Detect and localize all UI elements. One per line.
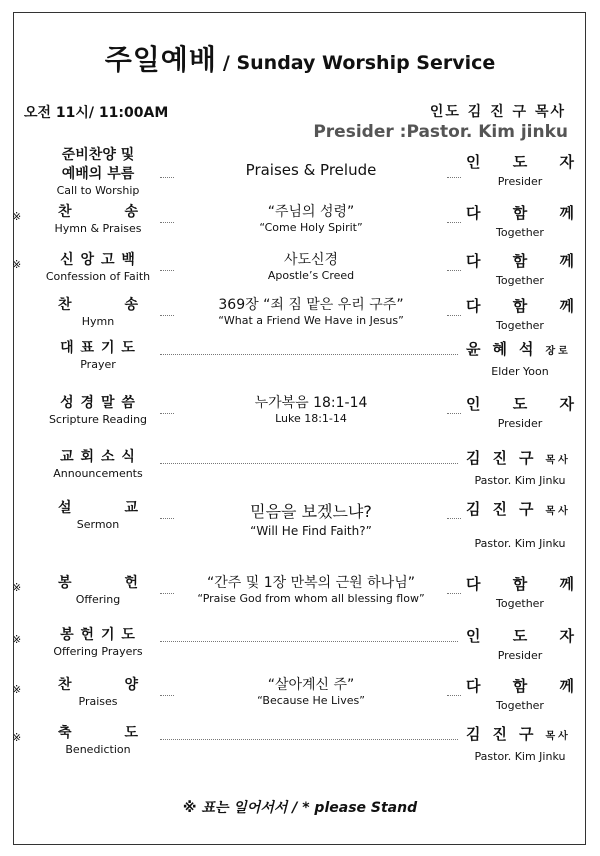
item-title-korean: 누가복음 18:1-14 <box>254 395 368 411</box>
item-name-char: 찬 <box>58 204 72 220</box>
item-leader-korean <box>464 203 576 223</box>
item-leader-char: 다 <box>466 204 481 222</box>
item-leader-char: 진 <box>492 500 507 518</box>
item-leader-char: 김 <box>466 449 481 467</box>
item-leader-english: Presider <box>497 175 543 188</box>
item-leader-korean <box>464 296 576 316</box>
item-name-char: 소 <box>100 449 116 465</box>
item-leader-english: Pastor. Kim Jinku <box>474 474 566 487</box>
item-leader-char: 께 <box>559 204 574 222</box>
item-name-korean <box>44 339 152 358</box>
item-name-char: 씀 <box>121 395 136 411</box>
item-name-char: 회 <box>80 449 96 465</box>
item-leader-char: 윤 <box>466 340 481 358</box>
item-name-korean <box>44 574 152 593</box>
dotted-leader <box>160 354 458 355</box>
item-leader-char: 구 <box>519 725 534 743</box>
item-name-char: 헌 <box>124 575 138 591</box>
item-leader-char: 인 <box>466 395 481 413</box>
item-name-korean <box>44 203 152 222</box>
item-name-english: Call to Worship <box>56 184 140 197</box>
item-name-char: 송 <box>124 204 138 220</box>
item-name-korean <box>44 676 152 695</box>
item-name <box>44 339 152 372</box>
item-leader-korean <box>464 152 576 172</box>
item-name-char: 고 <box>100 252 116 268</box>
item-leader-english: Together <box>496 597 544 610</box>
service-time: 오전 11시/ 11:00AM <box>24 105 169 121</box>
item-title <box>170 296 452 328</box>
item-leader-title: 목사 <box>545 731 571 742</box>
item-leader-char: 다 <box>466 252 481 270</box>
title-english: / Sunday Worship Service <box>222 52 496 74</box>
item-name <box>44 251 152 284</box>
item-leader-english: Together <box>496 699 544 712</box>
item-name-char: 도 <box>121 627 136 643</box>
item-title <box>170 394 452 426</box>
item-leader <box>464 339 576 379</box>
item-leader-char: 구 <box>519 449 534 467</box>
item-leader <box>464 296 576 333</box>
page-title <box>0 38 600 78</box>
item-name-english: Hymn & Praises <box>54 222 142 235</box>
item-leader-korean <box>464 626 576 646</box>
item-name <box>44 146 152 198</box>
item-leader-char: 석 <box>519 340 534 358</box>
item-leader-char: 께 <box>559 677 574 695</box>
item-title <box>170 574 452 606</box>
item-title-korean: “주님의 성령” <box>267 204 355 220</box>
item-name <box>44 203 152 236</box>
item-leader-char: 김 <box>466 500 481 518</box>
item-name-english: Prayer <box>80 358 116 371</box>
item-leader-char: 도 <box>512 627 528 645</box>
item-leader-char: 진 <box>492 725 507 743</box>
item-title-english: Apostle’s Creed <box>267 269 355 282</box>
item-name-korean: 준비찬양 및 예배의 부름 <box>61 147 135 182</box>
item-name-char: 백 <box>121 252 136 268</box>
item-name-korean <box>44 394 152 413</box>
item-leader-char: 자 <box>559 395 574 413</box>
item-leader-korean <box>464 574 576 594</box>
item-title <box>170 499 452 538</box>
item-name-english: Offering <box>75 593 121 606</box>
item-name <box>44 626 152 659</box>
item-name-char: 식 <box>121 449 136 465</box>
item-name-char: 교 <box>124 500 138 516</box>
item-title <box>170 146 452 179</box>
item-leader-char: 함 <box>512 575 528 593</box>
item-leader-char: 자 <box>559 153 574 171</box>
item-leader-korean <box>464 448 576 471</box>
item-title-english: “Praise God from whom all blessing flow” <box>197 592 425 605</box>
presider-korean: 인도 김 진 구 목사 <box>429 104 566 120</box>
item-name-char: 도 <box>124 725 138 741</box>
item-name <box>44 574 152 607</box>
item-leader-english: Pastor. Kim Jinku <box>474 537 566 550</box>
item-leader-korean <box>464 251 576 271</box>
item-name-char: 봉 <box>60 627 75 643</box>
item-leader-english: Presider <box>497 649 543 662</box>
item-leader-english: Together <box>496 226 544 239</box>
item-leader-char: 다 <box>466 297 481 315</box>
item-leader-char: 인 <box>466 153 481 171</box>
item-name-char: 앙 <box>80 252 96 268</box>
item-name-korean <box>44 499 152 518</box>
item-leader-char: 진 <box>492 449 507 467</box>
item-name-korean <box>44 251 152 270</box>
item-title-korean: 믿음을 보겠느냐? <box>250 502 372 521</box>
item-name-char: 교 <box>60 449 75 465</box>
item-name-char: 찬 <box>58 677 72 693</box>
item-leader-char: 인 <box>466 627 481 645</box>
item-leader-char: 김 <box>466 725 481 743</box>
item-name-char: 봉 <box>58 575 72 591</box>
item-leader-char: 함 <box>512 204 528 222</box>
item-name-char: 설 <box>58 500 72 516</box>
item-name-korean <box>44 724 152 743</box>
item-leader-char: 께 <box>559 252 574 270</box>
stand-marker: ※ <box>12 731 22 744</box>
item-name-korean <box>44 448 152 467</box>
item-name-char: 대 <box>60 340 75 356</box>
item-title-korean: “살아계신 주” <box>267 677 355 693</box>
item-title-english: “What a Friend We Have in Jesus” <box>218 314 404 327</box>
item-name-char: 기 <box>100 627 116 643</box>
item-title-english: “Come Holy Spirit” <box>259 221 363 234</box>
item-name-char: 찬 <box>58 297 72 313</box>
item-name-char: 성 <box>60 395 75 411</box>
item-title-korean: Praises & Prelude <box>245 161 377 179</box>
item-leader-korean <box>464 724 576 747</box>
item-title-english: “Because He Lives” <box>257 694 365 707</box>
item-name <box>44 499 152 532</box>
item-name <box>44 724 152 757</box>
item-leader <box>464 626 576 663</box>
stand-marker: ※ <box>12 683 22 696</box>
stand-marker: ※ <box>12 258 22 271</box>
item-name <box>44 394 152 427</box>
item-name-english: Announcements <box>53 467 143 480</box>
item-name <box>44 676 152 709</box>
item-leader-char: 함 <box>512 252 528 270</box>
dotted-leader <box>160 739 458 740</box>
dotted-leader <box>160 463 458 464</box>
stand-marker: ※ <box>12 633 22 646</box>
item-name-english: Offering Prayers <box>53 645 143 658</box>
item-name <box>44 296 152 329</box>
item-leader-english: Pastor. Kim Jinku <box>474 750 566 763</box>
item-title-english: Luke 18:1-14 <box>275 412 347 425</box>
item-leader-title: 목사 <box>545 506 571 517</box>
item-leader-char: 다 <box>466 575 481 593</box>
item-leader-korean <box>464 499 576 522</box>
item-name-char: 도 <box>121 340 136 356</box>
item-leader <box>464 499 576 551</box>
item-leader <box>464 394 576 431</box>
item-leader-korean <box>464 394 576 414</box>
item-name-english: Praises <box>78 695 118 708</box>
item-leader <box>464 251 576 288</box>
item-leader-char: 혜 <box>492 340 507 358</box>
item-name-char: 표 <box>80 340 96 356</box>
item-name-char: 말 <box>100 395 116 411</box>
item-title <box>170 203 452 235</box>
item-title-english: “Will He Find Faith?” <box>250 524 372 538</box>
item-leader <box>464 574 576 611</box>
item-name-char: 양 <box>124 677 138 693</box>
item-title-korean: “간주 및 1장 만복의 근원 하나님” <box>207 575 415 591</box>
item-title-korean: 사도신경 <box>283 252 339 268</box>
item-name-char: 신 <box>60 252 75 268</box>
item-leader-char: 께 <box>559 575 574 593</box>
item-name-english: Benediction <box>65 743 131 756</box>
item-name-korean <box>44 626 152 645</box>
stand-marker: ※ <box>12 581 22 594</box>
item-leader-char: 자 <box>559 627 574 645</box>
stand-marker: ※ <box>12 210 22 223</box>
standing-note: ※ 표는 일어서서 / * please Stand <box>182 800 418 816</box>
item-leader-char: 구 <box>519 500 534 518</box>
item-leader-char: 도 <box>512 395 528 413</box>
item-leader-english: Presider <box>497 417 543 430</box>
item-name-korean <box>44 296 152 315</box>
item-leader-english: Together <box>496 319 544 332</box>
dotted-leader <box>160 641 458 642</box>
item-leader-english: Together <box>496 274 544 287</box>
item-name-english: Sermon <box>76 518 120 531</box>
item-name-char: 송 <box>124 297 138 313</box>
item-title <box>170 251 452 283</box>
item-leader-title: 장로 <box>545 346 571 357</box>
item-name-english: Confession of Faith <box>45 270 151 283</box>
item-name-english: Scripture Reading <box>48 413 148 426</box>
item-name-char: 기 <box>100 340 116 356</box>
item-leader <box>464 676 576 713</box>
item-leader-korean <box>464 676 576 696</box>
item-leader-title: 목사 <box>545 455 571 466</box>
item-leader-char: 다 <box>466 677 481 695</box>
item-leader-char: 함 <box>512 297 528 315</box>
item-name-char: 경 <box>80 395 96 411</box>
item-title <box>170 676 452 708</box>
item-leader-korean <box>464 339 576 362</box>
item-leader <box>464 448 576 488</box>
item-leader-english: Elder Yoon <box>491 365 549 378</box>
item-leader-char: 도 <box>512 153 528 171</box>
item-name-char: 헌 <box>80 627 96 643</box>
title-korean: 주일예배 <box>104 43 217 76</box>
item-leader-char: 께 <box>559 297 574 315</box>
item-leader <box>464 724 576 764</box>
item-name <box>44 448 152 481</box>
presider-english: Presider :Pastor. Kim jinku <box>313 122 568 142</box>
item-title-korean: 369장 “죄 짐 맡은 우리 구주” <box>218 297 404 313</box>
item-leader-char: 함 <box>512 677 528 695</box>
item-leader <box>464 203 576 240</box>
item-leader <box>464 152 576 189</box>
item-name-char: 축 <box>58 725 72 741</box>
item-name-english: Hymn <box>81 315 115 328</box>
